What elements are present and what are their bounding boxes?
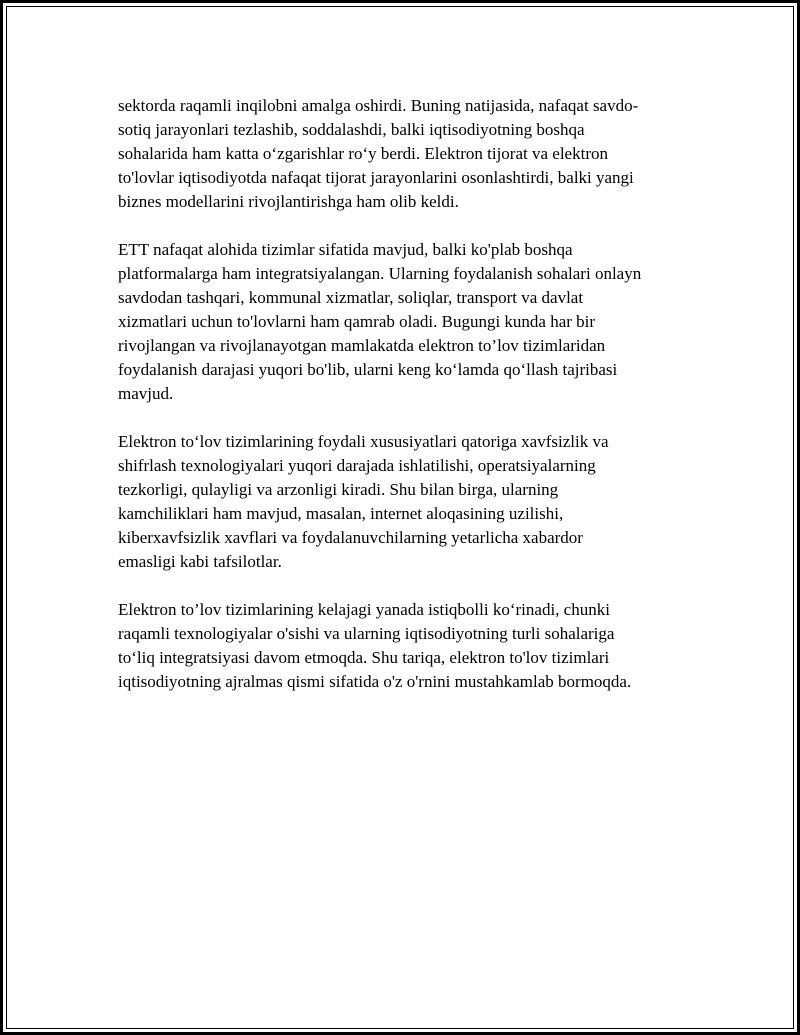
text-line: tezkorligi, qulayligi va arzonligi kiradi. Shu bilan birga, ularning: [118, 480, 559, 499]
document-body: [118, 94, 698, 718]
paragraph-2: [118, 238, 698, 406]
paragraph-1: [118, 94, 698, 214]
text-line: savdodan tashqari, kommunal xizmatlar, soliqlar, transport va davlat: [118, 288, 584, 307]
text-line: kamchiliklari ham mavjud, masalan, internet aloqasining uzilishi,: [118, 504, 564, 523]
text-line: Elektron to‘lov tizimlarining foydali xususiyatlari qatoriga xavfsizlik va: [118, 432, 609, 451]
text-line: sektorda raqamli inqilobni amalga oshirdi. Buning natijasida, nafaqat savdo-: [118, 96, 639, 115]
text-line: sotiq jarayonlari tezlashib, soddalashdi, balki iqtisodiyotning boshqa: [118, 120, 585, 139]
text-line: rivojlangan va rivojlanayotgan mamlakatda elektron to’lov tizimlaridan: [118, 336, 606, 355]
text-line: foydalanish darajasi yuqori bo'lib, ularni keng ko‘lamda qo‘llash tajribasi: [118, 360, 618, 379]
text-line: emasligi kabi tafsilotlar.: [118, 552, 282, 571]
text-line: xizmatlari uchun to'lovlarni ham qamrab oladi. Bugungi kunda har bir: [118, 312, 596, 331]
text-line: to'lovlar iqtisodiyotda nafaqat tijorat jarayonlarini osonlashtirdi, balki yangi: [118, 168, 634, 187]
text-line: kiberxavfsizlik xavflari va foydalanuvchilarning yetarlicha xabardor: [118, 528, 583, 547]
text-line: raqamli texnologiyalar o'sishi va ularning iqtisodiyotning turli sohalariga: [118, 624, 615, 643]
text-line: biznes modellarini rivojlantirishga ham olib keldi.: [118, 192, 459, 211]
paragraph-4: [118, 598, 698, 694]
text-line: ETT nafaqat alohida tizimlar sifatida mavjud, balki ko'plab boshqa: [118, 240, 573, 259]
text-line: Elektron to’lov tizimlarining kelajagi yanada istiqbolli ko‘rinadi, chunki: [118, 600, 610, 619]
text-line: platformalarga ham integratsiyalangan. Ularning foydalanish sohalari onlayn: [118, 264, 642, 283]
text-line: mavjud.: [118, 384, 174, 403]
text-line: sohalarida ham katta o‘zgarishlar ro‘y berdi. Elektron tijorat va elektron: [118, 144, 608, 163]
text-line: iqtisodiyotning ajralmas qismi sifatida o'z o'rnini mustahkamlab bormoqda.: [118, 672, 632, 691]
text-line: to‘liq integratsiyasi davom etmoqda. Shu tariqa, elektron to'lov tizimlari: [118, 648, 610, 667]
text-line: shifrlash texnologiyalari yuqori darajada ishlatilishi, operatsiyalarning: [118, 456, 596, 475]
paragraph-3: [118, 430, 698, 574]
